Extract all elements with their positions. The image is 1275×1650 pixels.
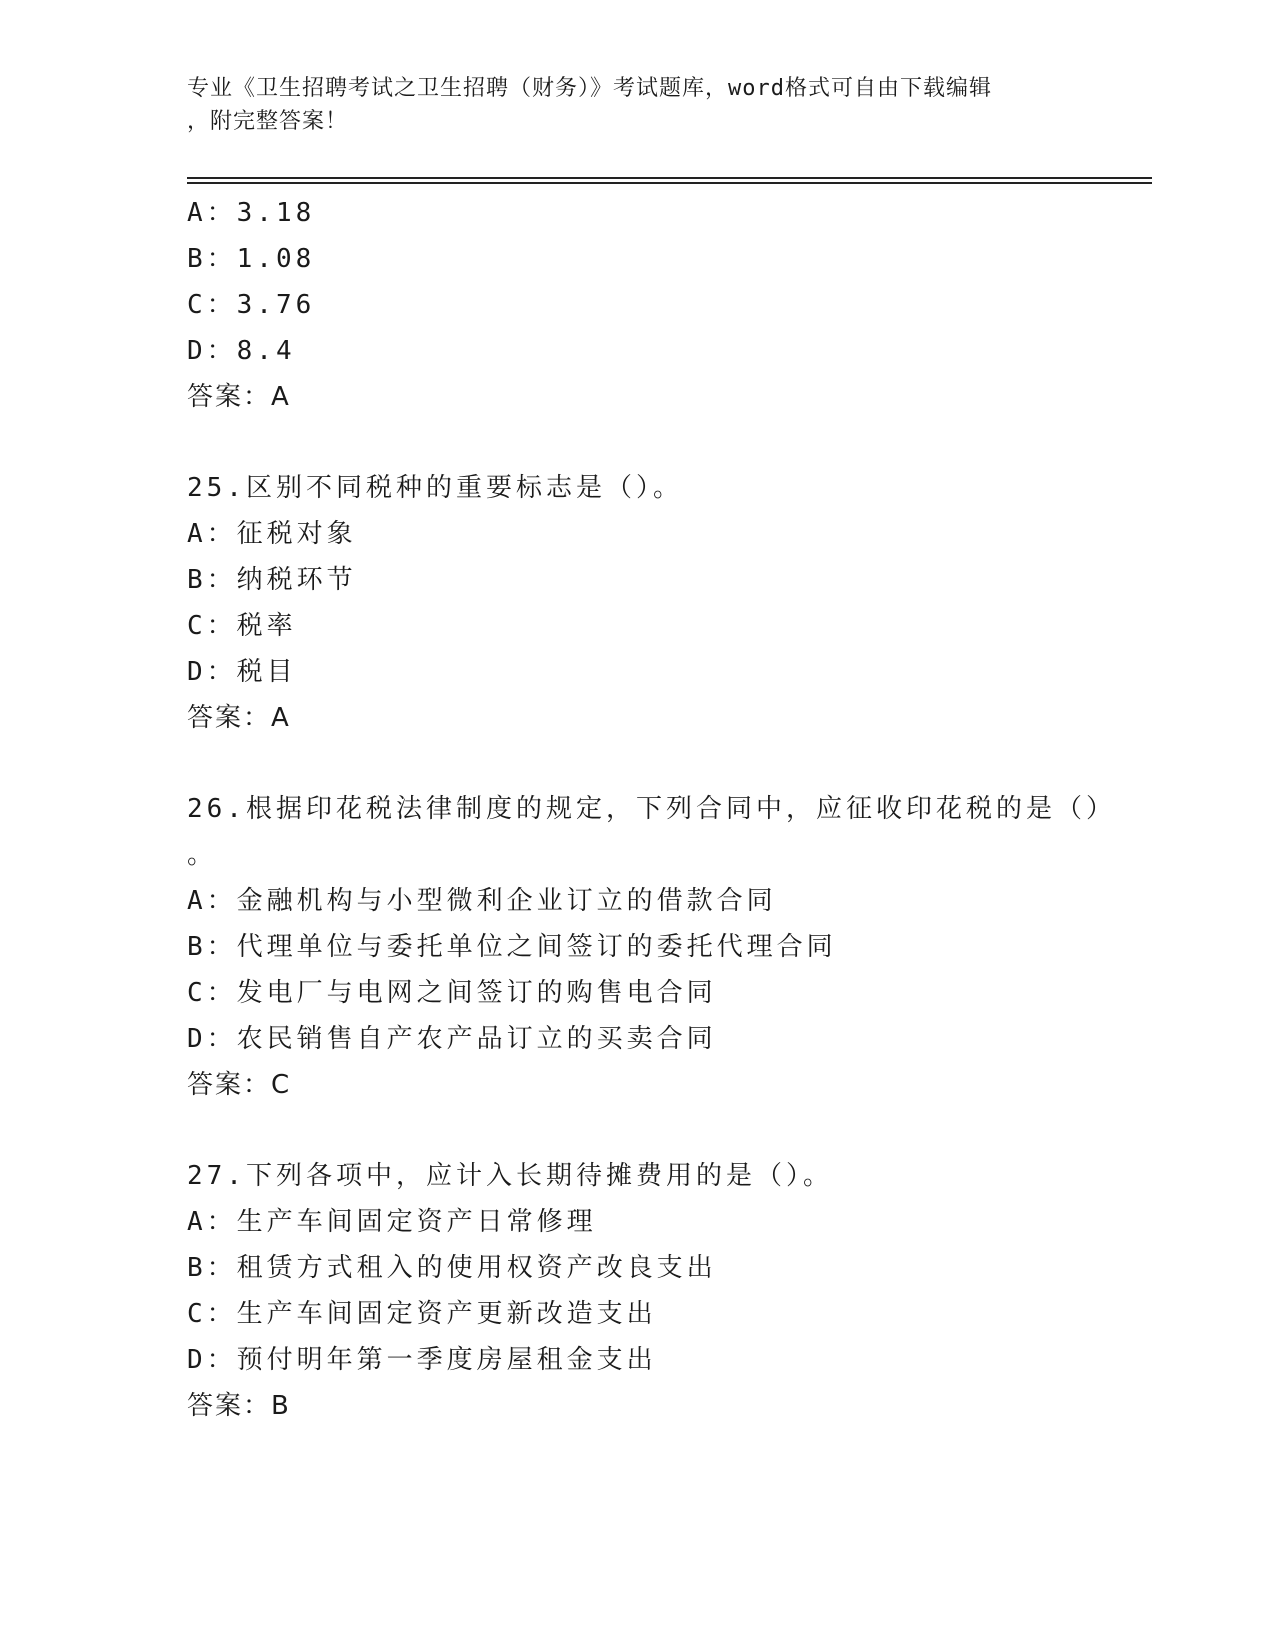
question-24 bbox=[187, 190, 1087, 420]
answer: 答案：A bbox=[187, 382, 291, 412]
option-d: D：8.4 bbox=[187, 336, 296, 366]
option-b: B：纳税环节 bbox=[187, 565, 357, 595]
answer: 答案：C bbox=[187, 1070, 292, 1100]
question-list bbox=[187, 190, 1116, 1429]
option-b: B：租赁方式租入的使用权资产改良支出 bbox=[187, 1253, 717, 1283]
option-c: C：发电厂与电网之间签订的购售电合同 bbox=[187, 978, 717, 1008]
option-d: D：农民销售自产农产品订立的买卖合同 bbox=[187, 1024, 717, 1054]
option-d: D：预付明年第一季度房屋租金支出 bbox=[187, 1345, 657, 1375]
question-25 bbox=[187, 465, 1087, 741]
option-a: A：征税对象 bbox=[187, 519, 357, 549]
question-stem-continued: 。 bbox=[187, 840, 218, 870]
option-a: A：生产车间固定资产日常修理 bbox=[187, 1207, 597, 1237]
document-header bbox=[187, 72, 1087, 138]
option-c: C：生产车间固定资产更新改造支出 bbox=[187, 1299, 657, 1329]
answer: 答案：A bbox=[187, 703, 291, 733]
question-stem: 25.区别不同税种的重要标志是（）。 bbox=[187, 473, 683, 503]
header-line-2: ，附完整答案！ bbox=[187, 109, 349, 134]
question-stem: 27.下列各项中，应计入长期待摊费用的是（）。 bbox=[187, 1161, 833, 1191]
question-stem: 26.根据印花税法律制度的规定，下列合同中，应征收印花税的是（） bbox=[187, 794, 1116, 824]
question-26 bbox=[187, 786, 1116, 1108]
option-c: C：3.76 bbox=[187, 290, 316, 320]
header-rule-top bbox=[187, 177, 1152, 179]
header-line-1: 专业《卫生招聘考试之卫生招聘（财务）》考试题库，word格式可自由下载编辑 bbox=[187, 76, 992, 101]
option-b: B：1.08 bbox=[187, 244, 316, 274]
option-a: A：金融机构与小型微利企业订立的借款合同 bbox=[187, 886, 777, 916]
question-27 bbox=[187, 1153, 1087, 1429]
option-d: D：税目 bbox=[187, 657, 297, 687]
header-rule-bottom bbox=[187, 182, 1152, 184]
option-a: A：3.18 bbox=[187, 198, 316, 228]
option-c: C：税率 bbox=[187, 611, 297, 641]
option-b: B：代理单位与委托单位之间签订的委托代理合同 bbox=[187, 932, 837, 962]
answer: 答案：B bbox=[187, 1391, 291, 1421]
